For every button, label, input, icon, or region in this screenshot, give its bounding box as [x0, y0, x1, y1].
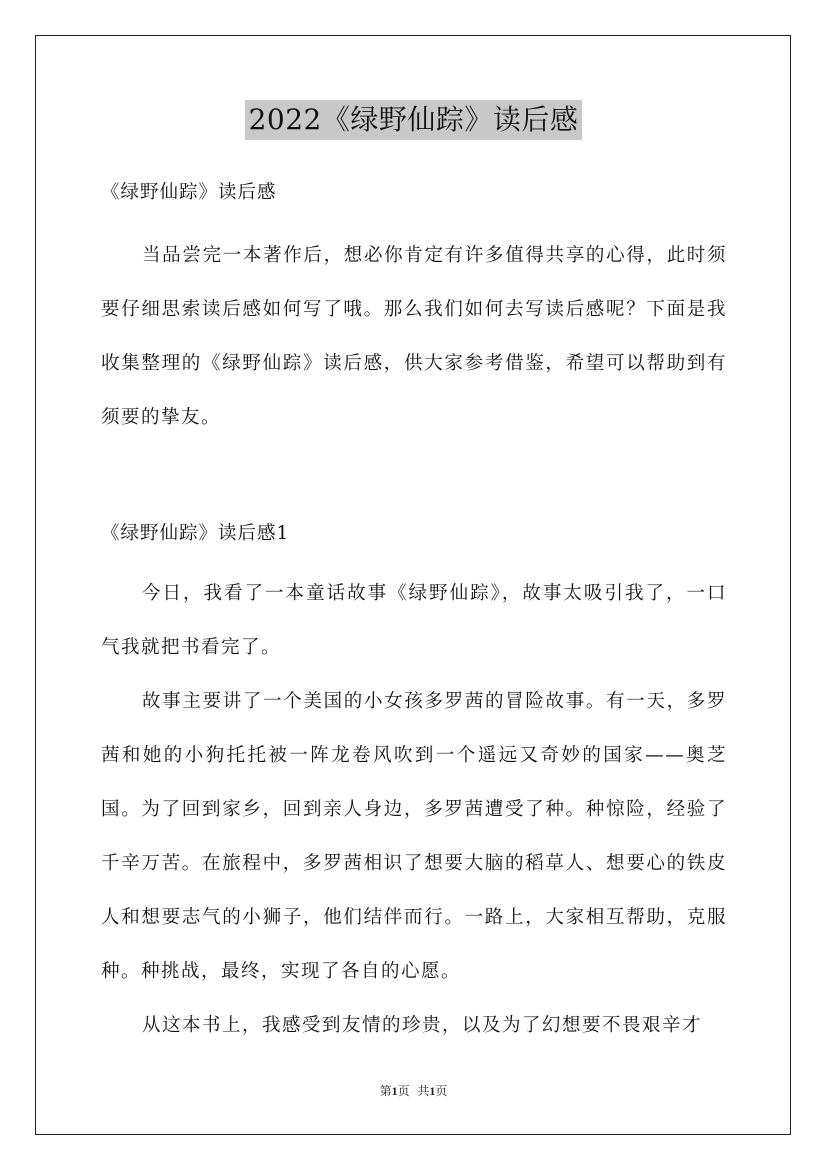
total-prefix: 共 [417, 1084, 430, 1098]
body-paragraph-3: 从这本书上，我感受到友情的珍贵，以及为了幻想要不畏艰辛才 [142, 1015, 703, 1036]
body-paragraph-2: 故事主要讲了一个美国的小女孩多罗茜的冒险故事。有一天，多罗茜和她的小狗托托被一阵龙卷风吹到一个遥远又奇妙的国家——奥芝国。为了回到家乡，回到亲人身边，多罗茜遭受了种。种惊险，经验了千辛万苦。在旅程中，多罗茜相识了想要大脑的稻草人、想要心的铁皮人和想要志气的小狮子，他们结伴而行。一路上，大家相互帮助，克服种。种挑战，最终，实现了各自的心愿。 [101, 691, 727, 982]
document-body [101, 176, 727, 1053]
page-footer [0, 1082, 827, 1099]
intro-paragraph: 当品尝完一本著作后，想必你肯定有许多值得共享的心得，此时须要仔细思索读后感如何写了哦。那么我们如何去写读后感呢？下面是我收集整理的《绿野仙踪》读后感，供大家参考借鉴，希望可以帮助到有须要的挚友。 [101, 245, 727, 428]
document-title: 2022《绿野仙踪》读后感 [245, 100, 583, 140]
title-wrapper [0, 100, 827, 140]
section-heading-essay-1: 《绿野仙踪》读后感1 [101, 523, 290, 544]
page-current: 1 [391, 1084, 398, 1098]
section-heading-intro: 《绿野仙踪》读后感 [101, 182, 277, 203]
page-prefix: 第 [379, 1084, 392, 1098]
total-label: 页 [435, 1084, 448, 1098]
body-paragraph-1: 今日，我看了一本童话故事《绿野仙踪》，故事太吸引我了，一口气我就把书看完了。 [101, 583, 727, 658]
page-total: 1 [429, 1084, 436, 1098]
page-label: 页 [397, 1084, 410, 1098]
